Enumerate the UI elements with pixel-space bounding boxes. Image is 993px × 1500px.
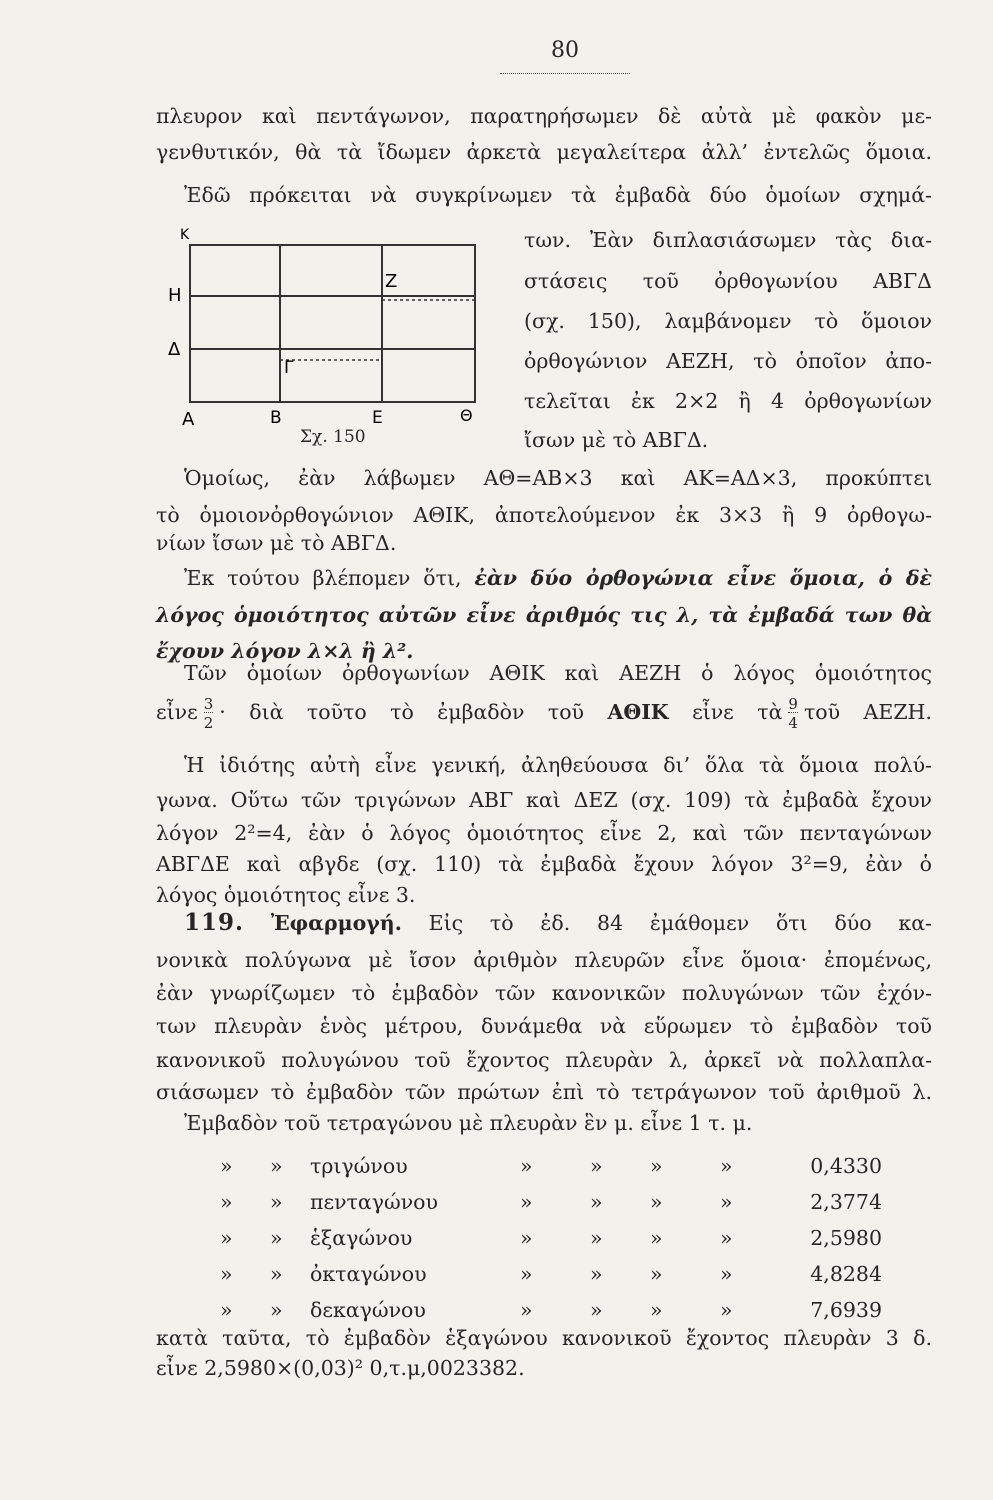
- ditto-mark: »: [650, 1262, 663, 1286]
- ditto-mark: »: [270, 1262, 283, 1286]
- ditto-mark: »: [220, 1154, 233, 1178]
- text-line: [156, 560, 932, 596]
- page-number-rule: [500, 73, 630, 74]
- area-value: 7,6939: [810, 1298, 882, 1322]
- table-row: [220, 1184, 880, 1220]
- label-theta: Θ: [460, 406, 473, 425]
- area-value: 4,8284: [810, 1262, 882, 1286]
- label-z: Ζ: [385, 271, 398, 292]
- ditto-mark: »: [590, 1262, 603, 1286]
- text-line: σιάσωμεν τὸ ἐμβαδὸν τῶν πρώτων ἐπὶ τὸ τετράγωνον τοῦ ἀριθμοῦ λ.: [156, 1080, 932, 1104]
- ditto-mark: »: [220, 1298, 233, 1322]
- fraction-denominator: 4: [788, 714, 798, 732]
- label-d: Δ: [168, 339, 181, 360]
- text-emphasis: ἐὰν δύο ὀρθογώνια εἶνε ὅμοια, ὁ δὲ: [474, 566, 933, 590]
- text-line: εἶνε 2,5980×(0,03)² 0,τ.μ,0023382.: [156, 1356, 525, 1380]
- ditto-mark: »: [650, 1226, 663, 1250]
- text-line: γωνα. Οὕτω τῶν τριγώνων ΑΒΓ καὶ ΔΕΖ (σχ. 109) τὰ ἐμβαδὰ ἔχουν: [156, 788, 932, 812]
- text-segment: · διὰ τοῦτο τὸ ἐμβαδὸν τοῦ: [219, 700, 585, 724]
- text-lead: Ἐκ τούτου βλέπομεν ὅτι,: [184, 566, 462, 590]
- polygon-name: τριγώνου: [310, 1154, 408, 1178]
- fraction-numerator: 3: [203, 695, 214, 713]
- ditto-mark: »: [590, 1298, 603, 1322]
- ditto-mark: »: [220, 1226, 233, 1250]
- text-line: πλευρον καὶ πεντάγωνον, παρατηρήσωμεν δὲ αὐτὰ μὲ φακὸν με-: [156, 104, 932, 128]
- text-line: τελεῖται ἐκ 2×2 ἢ 4 ὀρθογωνίων: [524, 389, 932, 413]
- table-row: [220, 1148, 880, 1184]
- text-line: Ἡ ἰδιότης αὐτὴ εἶνε γενική, ἀληθεύουσα δι’ ὅλα τὰ ὅμοια πολύ-: [184, 753, 932, 777]
- text-segment: εἶνε τὰ: [692, 700, 783, 724]
- label-e: Ε: [372, 408, 383, 428]
- text-line: τὸ ὁμοιονὀρθογώνιον ΑΘΙΚ, ἀποτελούμενον ἐκ 3×3 ἢ 9 ὀρθογω-: [156, 503, 932, 527]
- ditto-mark: »: [650, 1190, 663, 1214]
- ditto-mark: »: [520, 1190, 533, 1214]
- section-title: Ἐφαρμογή.: [270, 911, 402, 935]
- label-k: Κ: [180, 227, 190, 243]
- text-line: (σχ. 150), λαμβάνομεν τὸ ὅμοιον: [524, 309, 932, 333]
- text-line: κατὰ ταῦτα, τὸ ἐμβαδὸν ἑξαγώνου κανονικοῦ ἔχοντος πλευρὰν 3 δ.: [156, 1326, 932, 1350]
- text-line-fractions: [156, 694, 932, 731]
- ditto-mark: »: [270, 1226, 283, 1250]
- section-number: 119.: [184, 909, 245, 936]
- polygon-name: δεκαγώνου: [310, 1298, 426, 1322]
- table-row: [220, 1256, 880, 1292]
- label-h: Η: [168, 285, 182, 306]
- ditto-mark: »: [520, 1154, 533, 1178]
- fraction-denominator: 2: [203, 714, 214, 732]
- text-segment: Εἰς τὸ ἐδ. 84 ἐμάθομεν ὅτι δύο κα-: [428, 911, 932, 935]
- fraction-numerator: 9: [788, 695, 798, 713]
- ditto-mark: »: [520, 1226, 533, 1250]
- polygon-name: ὀκταγώνου: [310, 1262, 427, 1286]
- figure-caption: Σχ. 150: [300, 427, 366, 447]
- text-line: κανονικοῦ πολυγώνου τοῦ ἔχοντος πλευρὰν λ, ἀρκεῖ νὰ πολλαπλα-: [156, 1048, 932, 1072]
- text-line: ΑΒΓΔΕ καὶ αβγδε (σχ. 110) τὰ ἐμβαδὰ ἔχουν λόγον 3²=9, ἐὰν ὁ: [156, 852, 932, 876]
- text-line: λόγον 2²=4, ἐὰν ὁ λόγος ὁμοιότητος εἶνε 2, καὶ τῶν πενταγώνων: [156, 821, 932, 845]
- text-line: γενθυτικόν, θὰ τὰ ἴδωμεν ἀρκετὰ μεγαλείτερα ἀλλ’ ἐντελῶς ὅμοια.: [156, 140, 932, 164]
- ditto-mark: »: [270, 1154, 283, 1178]
- table-row: [220, 1220, 880, 1256]
- ditto-mark: »: [650, 1298, 663, 1322]
- ditto-mark: »: [270, 1190, 283, 1214]
- polygon-name: πενταγώνου: [310, 1190, 438, 1214]
- text-line: Τῶν ὁμοίων ὀρθογωνίων ΑΘΙΚ καὶ ΑΕΖΗ ὁ λόγος ὁμοιότητος: [184, 661, 932, 685]
- text-line: νίων ἴσων μὲ τὸ ΑΒΓΔ.: [156, 531, 397, 555]
- label-a: Α: [182, 409, 195, 430]
- text-line: Ἐμβαδὸν τοῦ τετραγώνου μὲ πλευρὰν ἓν μ. εἶνε 1 τ. μ.: [184, 1111, 753, 1135]
- text-line: λόγος ὁμοιότητος αὐτῶν εἶνε ἀριθμός τις λ, τὰ ἐμβαδά των θὰ: [156, 603, 932, 627]
- section-heading-line: [156, 905, 932, 941]
- text-bold: ΑΘΙΚ: [607, 700, 669, 724]
- text-line: ἔχουν λόγον λ×λ ἢ λ².: [156, 639, 414, 663]
- ditto-mark: »: [720, 1154, 733, 1178]
- text-line: Ἐδῶ πρόκειται νὰ συγκρίνωμεν τὰ ἐμβαδὰ δύο ὁμοίων σχημά-: [184, 183, 932, 207]
- outer-rectangle: [190, 245, 475, 402]
- ditto-mark: »: [220, 1262, 233, 1286]
- ditto-mark: »: [720, 1298, 733, 1322]
- text-line: των. Ἐὰν διπλασιάσωμεν τὰς δια-: [524, 228, 932, 252]
- ditto-mark: »: [520, 1298, 533, 1322]
- ditto-mark: »: [270, 1298, 283, 1322]
- ditto-mark: »: [720, 1262, 733, 1286]
- ditto-mark: »: [590, 1190, 603, 1214]
- ditto-mark: »: [650, 1154, 663, 1178]
- text-line: λόγος ὁμοιότητος εἶνε 3.: [156, 883, 416, 907]
- area-value: 2,5980: [810, 1226, 882, 1250]
- fraction-3-2: [204, 696, 214, 731]
- polygon-area-table: [220, 1148, 880, 1328]
- label-g: Γ: [284, 358, 294, 378]
- text-line: νονικὰ πολύγωνα μὲ ἴσον ἀριθμὸν πλευρῶν εἶνε ὅμοια· ἐπομένως,: [156, 948, 932, 972]
- text-line: των πλευρὰν ἑνὸς μέτρου, δυνάμεθα νὰ εὕρωμεν τὸ ἐμβαδὸν τοῦ: [156, 1014, 932, 1038]
- ditto-mark: »: [590, 1154, 603, 1178]
- ditto-mark: »: [720, 1226, 733, 1250]
- area-value: 2,3774: [810, 1190, 882, 1214]
- text-line: ἴσων μὲ τὸ ΑΒΓΔ.: [524, 428, 709, 452]
- page-number: 80: [551, 38, 579, 63]
- text-line: Ὁμοίως, ἐὰν λάβωμεν ΑΘ=ΑΒ×3 καὶ ΑΚ=ΑΔ×3, προκύπτει: [184, 466, 932, 490]
- ditto-mark: »: [590, 1226, 603, 1250]
- ditto-mark: »: [520, 1262, 533, 1286]
- ditto-mark: »: [220, 1190, 233, 1214]
- fraction-9-4: [788, 696, 798, 731]
- polygon-name: ἑξαγώνου: [310, 1226, 413, 1250]
- text-line: ἐὰν γνωρίζωμεν τὸ ἐμβαδὸν τῶν κανονικῶν πολυγώνων τῶν ἐχόν-: [156, 981, 932, 1005]
- area-value: 0,4330: [810, 1154, 882, 1178]
- text-line: ὀρθογώνιον ΑΕΖΗ, τὸ ὁποῖον ἀπο-: [524, 349, 932, 373]
- text-line: στάσεις τοῦ ὀρθογωνίου ΑΒΓΔ: [524, 269, 932, 293]
- label-b: Β: [270, 408, 282, 428]
- ditto-mark: »: [720, 1190, 733, 1214]
- text-segment: εἶνε: [156, 700, 198, 724]
- text-segment: τοῦ ΑΕΖΗ.: [803, 700, 932, 724]
